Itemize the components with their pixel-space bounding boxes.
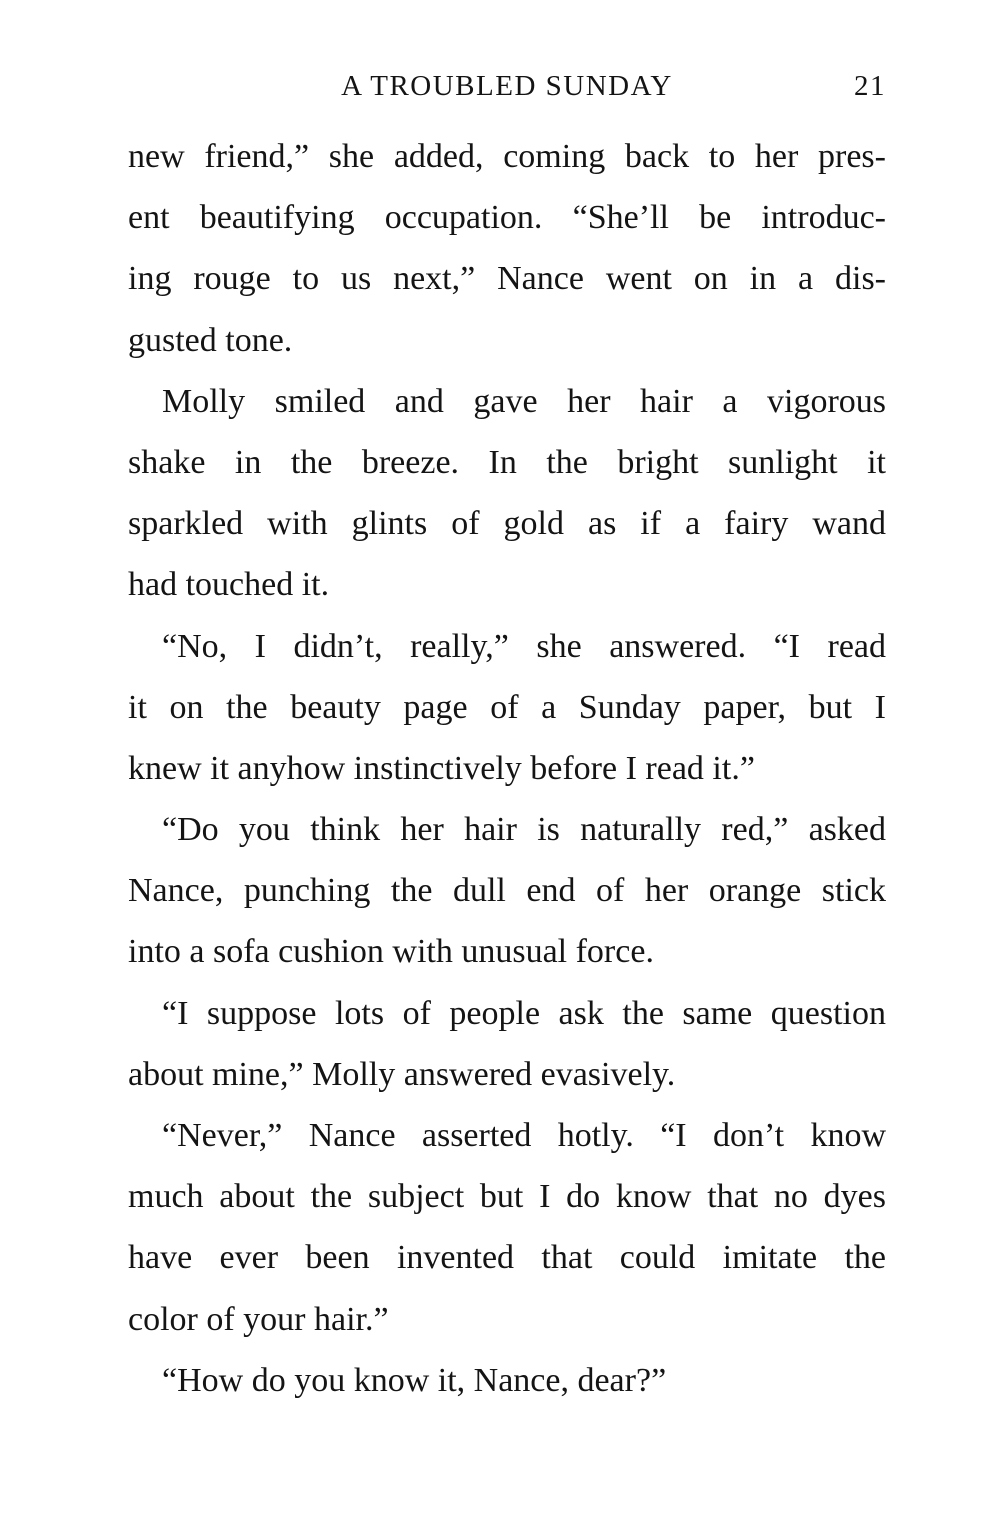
text-line: sparkled with glints of gold as if a fairy wand: [128, 505, 886, 543]
running-head: [128, 70, 886, 110]
text-line: ent beautifying occupation. “She’ll be introduc-: [128, 199, 886, 237]
body-text: [128, 126, 886, 1411]
text-line: shake in the breeze. In the bright sunlight it: [128, 443, 886, 481]
text-line: knew it anyhow instinctively before I read it.”: [128, 749, 755, 787]
text-line: ing rouge to us next,” Nance went on in a dis-: [128, 260, 886, 298]
text-line: Molly smiled and gave her hair a vigorous: [162, 382, 886, 420]
text-line: “Never,” Nance asserted hotly. “I don’t know: [162, 1117, 886, 1154]
text-line: it on the beauty page of a Sunday paper, but I: [128, 688, 886, 726]
text-line: Nance, punching the dull end of her orange stick: [128, 872, 886, 910]
text-line: had touched it.: [128, 566, 330, 604]
text-line: color of your hair.”: [128, 1300, 389, 1338]
running-title: A TROUBLED SUNDAY: [341, 70, 673, 102]
text-line: into a sofa cushion with unusual force.: [128, 933, 654, 971]
page-number: 21: [854, 70, 886, 102]
text-line: “No, I didn’t, really,” she answered. “I read: [162, 627, 886, 665]
text-line: “Do you think her hair is naturally red,” asked: [162, 811, 886, 849]
text-line: about mine,” Molly answered evasively.: [128, 1055, 676, 1093]
text-line: gusted tone.: [128, 321, 293, 359]
text-line: much about the subject but I do know that no dyes: [128, 1178, 886, 1216]
text-line: have ever been invented that could imitate the: [128, 1239, 886, 1277]
text-line: new friend,” she added, coming back to her pres-: [128, 138, 886, 175]
text-line: “How do you know it, Nance, dear?”: [162, 1361, 667, 1399]
text-line: “I suppose lots of people ask the same question: [162, 994, 886, 1032]
